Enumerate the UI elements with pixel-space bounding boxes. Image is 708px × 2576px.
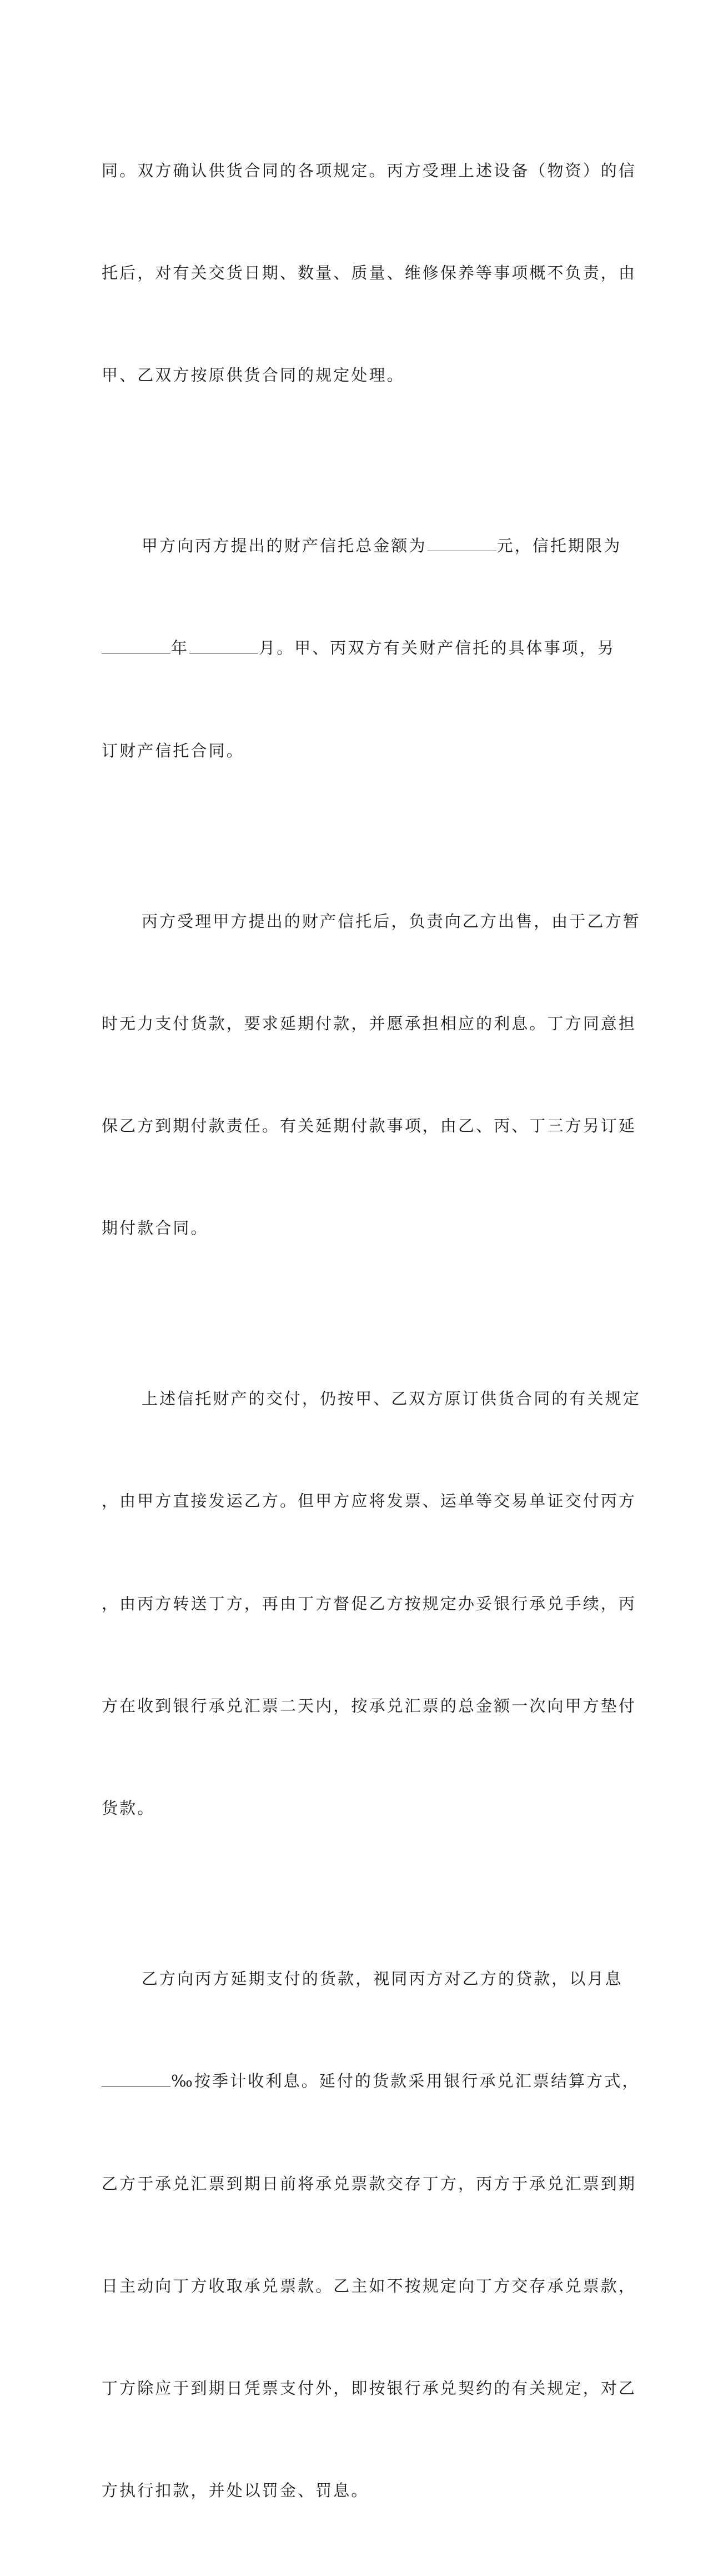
text-line: 期付款合同。 bbox=[102, 1219, 209, 1238]
document-body bbox=[102, 86, 641, 2576]
paragraph-2 bbox=[102, 461, 622, 836]
text-segment: 年 bbox=[171, 638, 189, 658]
months-blank bbox=[189, 636, 258, 653]
text-line: 方在收到银行承兑汇票二天内，按承兑汇票的总金额一次向甲方垫付 bbox=[102, 1696, 637, 1715]
text-line bbox=[102, 631, 616, 665]
text-line: 乙方于承兑汇票到期日前将承兑票款交存丁方，丙方于承兑汇票到期 bbox=[102, 2174, 637, 2193]
text-line: ，由丙方转送丁方，再由丁方督促乙方按规定办妥银行承兑手续，丙 bbox=[102, 1594, 637, 1613]
text-line: 日主动向丁方收取承兑票款。乙主如不按规定向丁方交存承兑票款， bbox=[102, 2276, 637, 2295]
text-segment: 甲方向丙方提出的财产信托总金额为 bbox=[142, 536, 427, 556]
text-line bbox=[102, 529, 622, 563]
text-line: 托后，对有关交货日期、数量、质量、维修保养等事项概不负责，由 bbox=[102, 263, 637, 283]
paragraph-5 bbox=[102, 1894, 640, 2576]
text-line: 甲、乙双方按原供货合同的规定处理。 bbox=[102, 366, 405, 385]
years-blank bbox=[102, 636, 170, 653]
text-segment: 元，信托期限为 bbox=[496, 536, 622, 556]
text-segment: 月。甲、丙双方有关财产信托的具体事项，另 bbox=[259, 638, 616, 658]
text-segment: ‰按季计收利息。延付的货款采用银行承兑汇票结算方式， bbox=[171, 2071, 640, 2091]
text-line: 方执行扣款，并处以罚金、罚息。 bbox=[102, 2481, 369, 2500]
text-line: 时无力支付货款，要求延期付款，并愿承担相应的利息。丁方同意担 bbox=[102, 1014, 637, 1033]
text-line: 订财产信托合同。 bbox=[102, 741, 244, 760]
paragraph-3 bbox=[102, 836, 641, 1314]
text-line bbox=[102, 2064, 640, 2098]
interest-rate-blank bbox=[102, 2069, 170, 2086]
text-line: 上述信托财产的交付，仍按甲、乙双方原订供货合同的有关规定 bbox=[142, 1389, 641, 1409]
text-line: 丁方除应于到期日凭票支付外，即按银行承兑契约的有关规定，对乙 bbox=[102, 2378, 637, 2398]
text-line: 保乙方到期付款责任。有关延期付款事项，由乙、丙、丁三方另订延 bbox=[102, 1116, 637, 1136]
text-line: 乙方向丙方延期支付的货款，视同丙方对乙方的贷款，以月息 bbox=[142, 1969, 623, 1989]
text-line: ，由甲方直接发运乙方。但甲方应将发票、运单等交易单证交付丙方 bbox=[102, 1491, 637, 1511]
amount-blank bbox=[428, 534, 496, 551]
paragraph-1 bbox=[102, 86, 637, 461]
text-line: 同。双方确认供货合同的各项规定。丙方受理上述设备（物资）的信 bbox=[102, 161, 637, 180]
text-line: 丙方受理甲方提出的财产信托后，负责向乙方出售，由于乙方暂 bbox=[142, 911, 641, 931]
paragraph-4 bbox=[102, 1314, 641, 1894]
text-line: 货款。 bbox=[102, 1799, 155, 1818]
